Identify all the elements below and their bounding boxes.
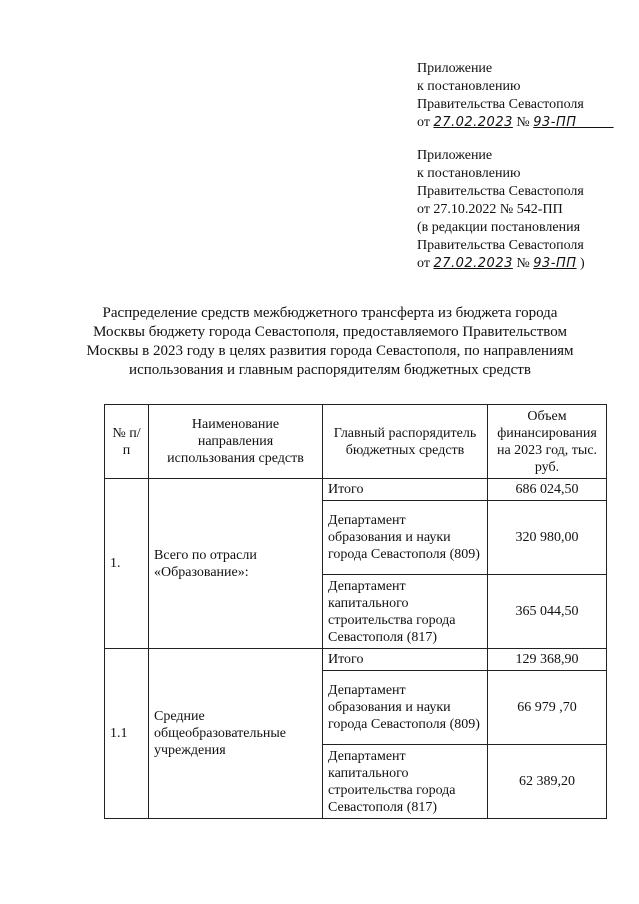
row-amount: 686 024,50 (488, 479, 607, 501)
row-manager: Итого (323, 649, 488, 671)
row-amount: 365 044,50 (488, 575, 607, 649)
row-amount: 66 979 ,70 (488, 671, 607, 745)
handwritten-date: 27.02.2023 (433, 115, 513, 130)
title-line: Москвы в 2023 году в целях развития города Севастополя, по направлениям (86, 343, 574, 359)
annex-line: от 27.10.2022 № 542-ПП (417, 202, 563, 217)
budget-table (104, 404, 607, 819)
table-row (105, 649, 607, 671)
table-row (105, 479, 607, 501)
annex-line: Приложение (417, 61, 493, 76)
header-num: № п/п (105, 405, 149, 479)
table-header-row (105, 405, 607, 479)
annex-date-line (417, 114, 614, 132)
row-manager: Итого (323, 479, 488, 501)
title-line: Москвы бюджету города Севастополя, предоставляемого Правительством (93, 324, 567, 340)
annex-line: к постановлению (417, 166, 521, 181)
row-amount: 129 368,90 (488, 649, 607, 671)
handwritten-date: 27.02.2023 (433, 256, 513, 271)
row-manager: Департамент капитального строительства города Севастополя (817) (323, 575, 488, 649)
row-direction: Всего по отрасли «Образование»: (149, 479, 323, 649)
number-sign: № (516, 256, 530, 271)
number-sign: № (516, 115, 530, 130)
annex-line: Приложение (417, 148, 493, 163)
annex-header-original (417, 147, 585, 273)
header-amount: Объем финансирования на 2023 год, тыс. руб. (488, 405, 607, 479)
row-manager: Департамент образования и науки города Севастополя (809) (323, 671, 488, 745)
row-direction: Средние общеобразовательные учреждения (149, 649, 323, 819)
annex-line: Правительства Севастополя (417, 184, 584, 199)
header-manager: Главный распорядитель бюджетных средств (323, 405, 488, 479)
row-manager: Департамент капитального строительства города Севастополя (817) (323, 745, 488, 819)
annex-line: Правительства Севастополя (417, 97, 584, 112)
header-direction: Наименование направления использования средств (149, 405, 323, 479)
row-num: 1.1 (105, 649, 149, 819)
row-manager: Департамент образования и науки города Севастополя (809) (323, 501, 488, 575)
annex-date-line (417, 255, 585, 273)
closing-paren: ) (580, 256, 585, 271)
annex-header-current (417, 60, 614, 132)
annex-line: к постановлению (417, 79, 521, 94)
document-title (60, 304, 600, 380)
handwritten-number: 93-ПП (533, 256, 577, 271)
title-line: использования и главным распорядителям бюджетных средств (129, 362, 531, 378)
row-amount: 62 389,20 (488, 745, 607, 819)
title-line: Распределение средств межбюджетного трансферта из бюджета города (102, 305, 558, 321)
handwritten-number: 93-ПП (533, 115, 577, 130)
date-prefix: от (417, 115, 430, 130)
row-num: 1. (105, 479, 149, 649)
annex-line: Правительства Севастополя (417, 238, 584, 253)
date-prefix: от (417, 256, 430, 271)
annex-line: (в редакции постановления (417, 220, 581, 235)
row-amount: 320 980,00 (488, 501, 607, 575)
